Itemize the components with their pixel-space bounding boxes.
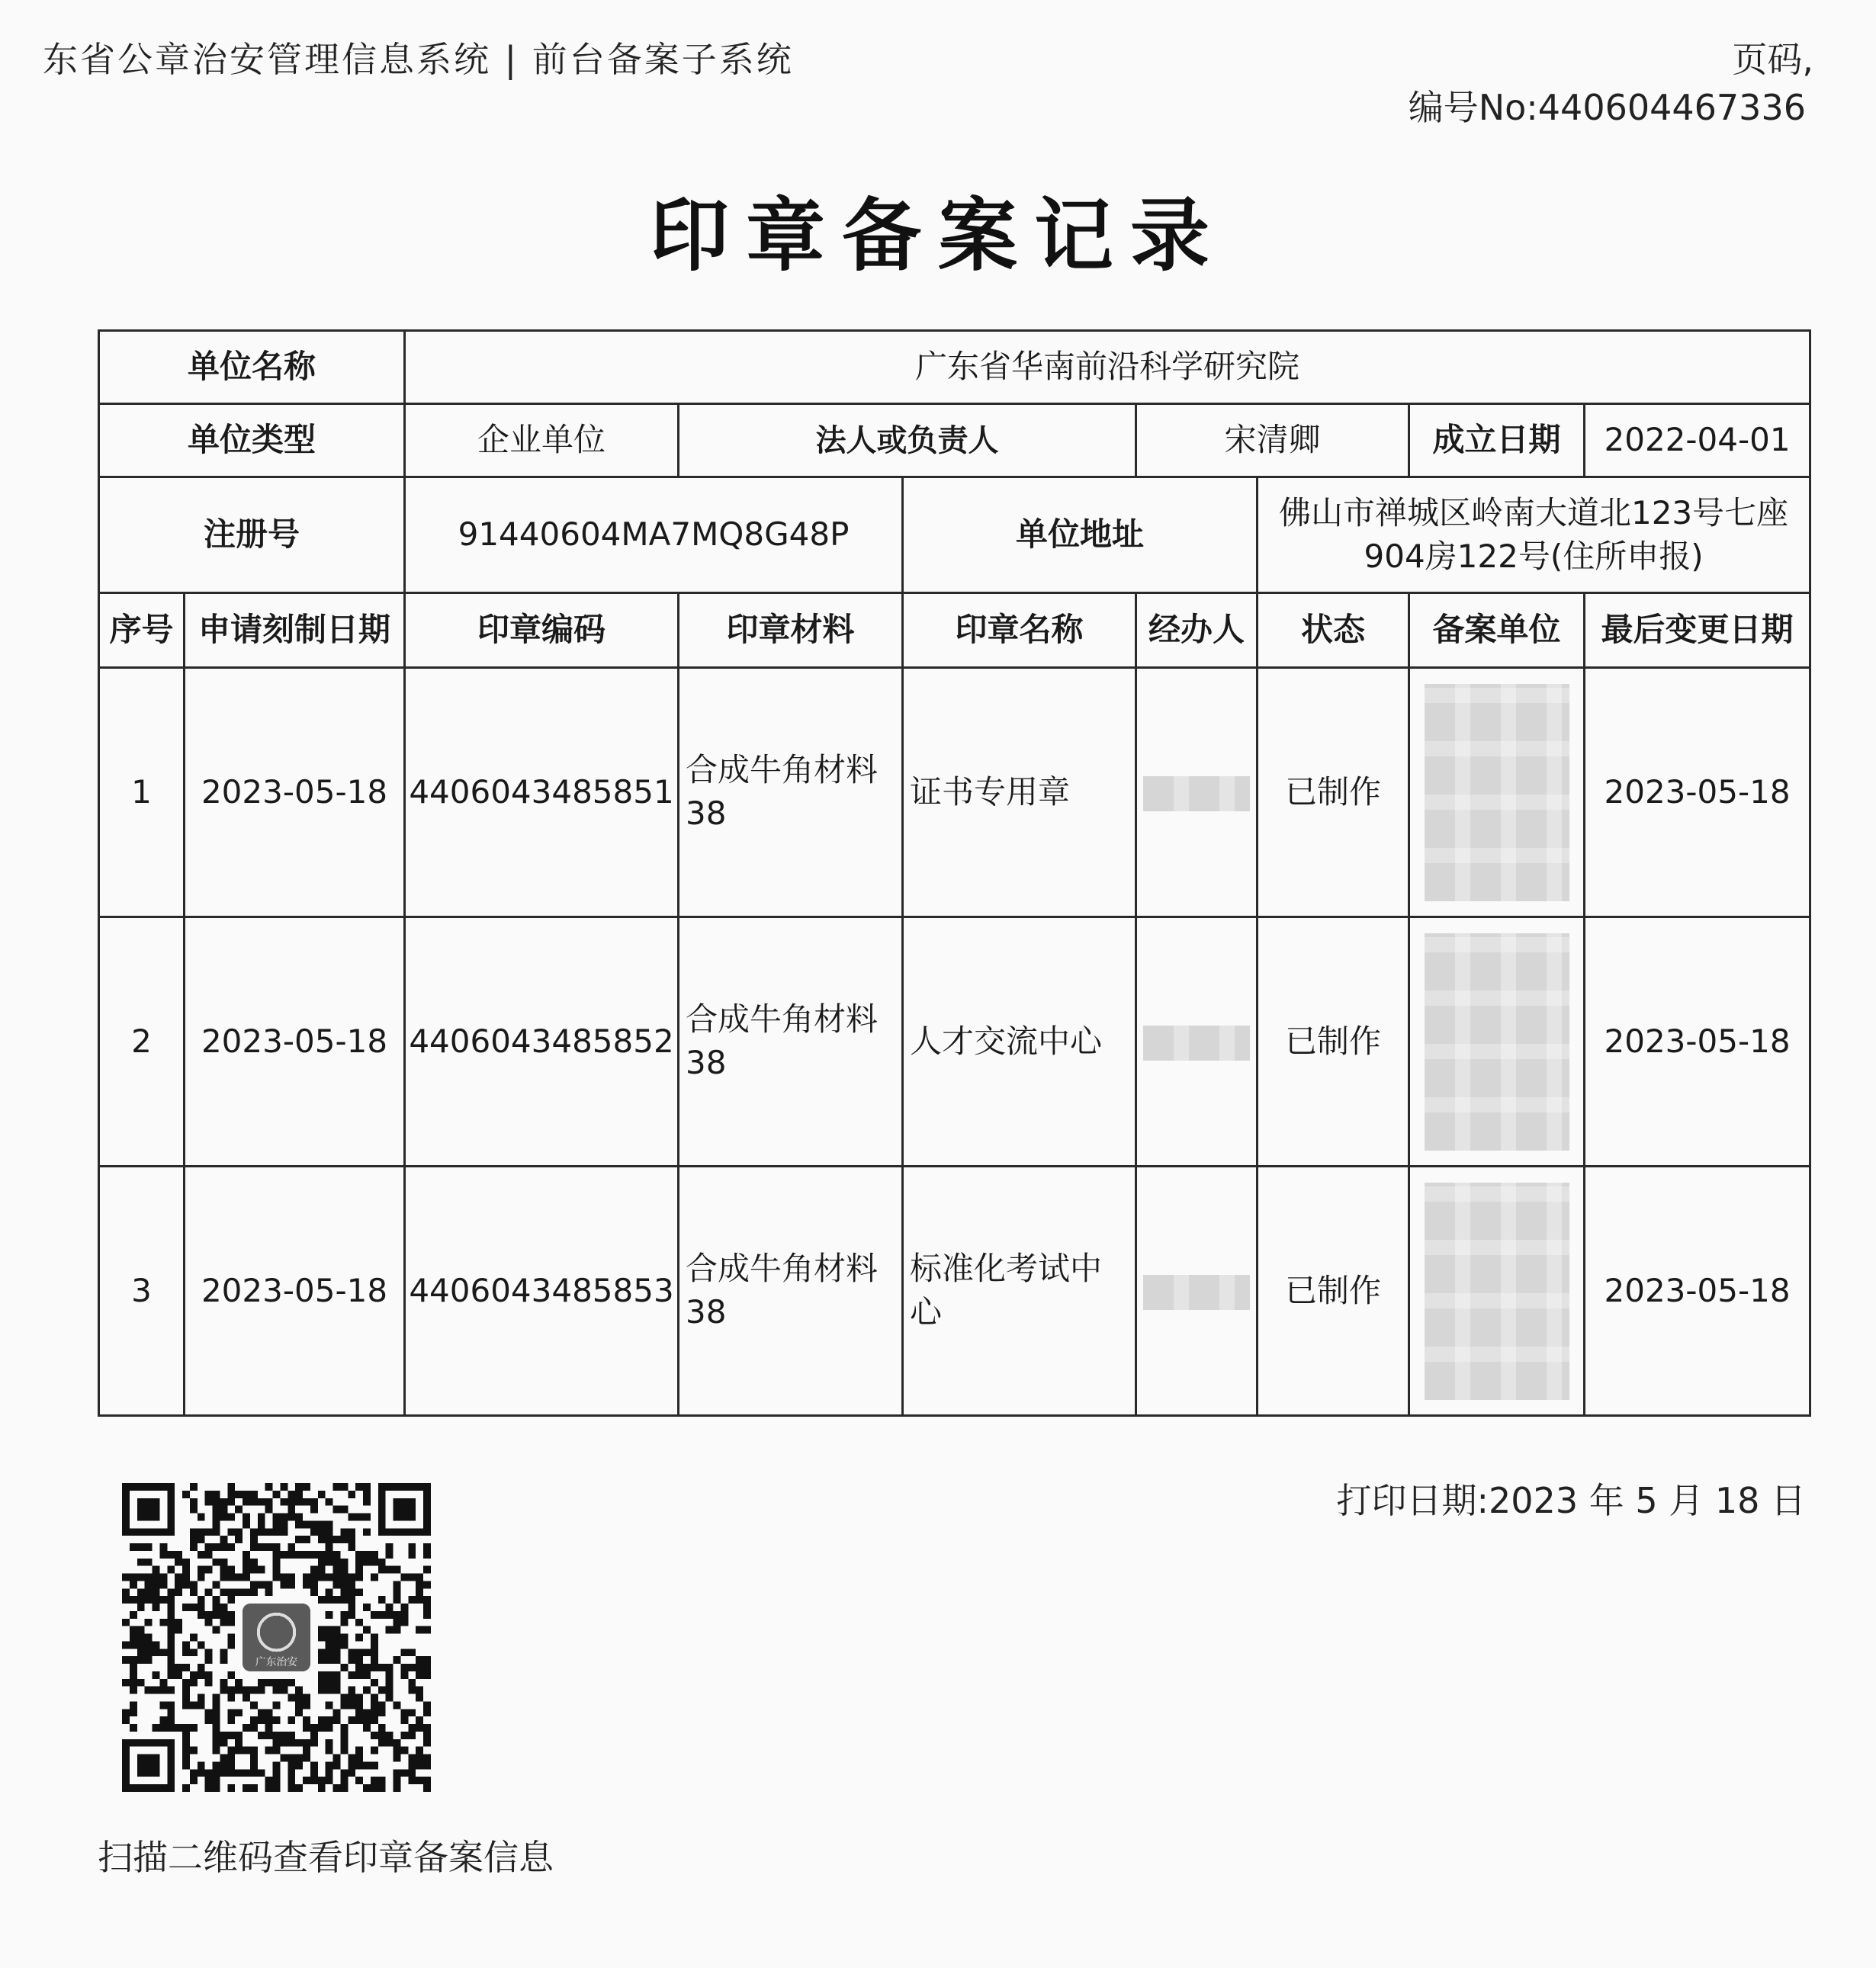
handler-redacted: [1136, 917, 1258, 1167]
seal-name: 标准化考试中心: [903, 1167, 1136, 1416]
redaction-mosaic: [1143, 776, 1250, 811]
seal-name: 证书专用章: [903, 668, 1136, 917]
apply-date: 2023-05-18: [185, 917, 405, 1167]
filing-unit-redacted: [1409, 1167, 1585, 1416]
established-date-label: 成立日期: [1409, 404, 1585, 477]
last-change-date: 2023-05-18: [1585, 1167, 1810, 1416]
column-header: 印章材料: [679, 593, 903, 668]
qr-finder-top-left: [122, 1483, 175, 1536]
registration-row: [99, 477, 1810, 593]
seal-material: 合成牛角材料38: [679, 1167, 903, 1416]
seal-status: 已制作: [1258, 1167, 1409, 1416]
unit-type-row: [99, 404, 1810, 477]
registration-label: 注册号: [99, 477, 405, 593]
seal-material: 合成牛角材料38: [679, 917, 903, 1167]
table-row: [99, 668, 1810, 917]
qr-code[interactable]: [122, 1483, 431, 1792]
qr-caption: 扫描二维码查看印章备案信息: [98, 1837, 554, 1878]
redaction-mosaic: [1425, 684, 1569, 901]
seal-name: 人才交流中心: [903, 917, 1136, 1167]
column-header-row: [99, 593, 1810, 668]
apply-date: 2023-05-18: [185, 668, 405, 917]
last-change-date: 2023-05-18: [1585, 917, 1810, 1167]
registration-value: 91440604MA7MQ8G48P: [405, 477, 903, 593]
seal-code: 4406043485853: [405, 1167, 679, 1416]
column-header: 申请刻制日期: [185, 593, 405, 668]
seal-status: 已制作: [1258, 668, 1409, 917]
handler-redacted: [1136, 1167, 1258, 1416]
filing-unit-redacted: [1409, 668, 1585, 917]
column-header: 印章编码: [405, 593, 679, 668]
last-change-date: 2023-05-18: [1585, 668, 1810, 917]
document-number: 编号No:440604467336: [1408, 87, 1806, 128]
address-value: 佛山市禅城区岭南大道北123号七座904房122号(住所申报): [1258, 477, 1810, 593]
row-number: 3: [99, 1167, 185, 1416]
qr-finder-bottom-left: [122, 1739, 175, 1792]
police-badge-logo: [239, 1600, 314, 1675]
column-header: 备案单位: [1409, 593, 1585, 668]
unit-type-label: 单位类型: [99, 404, 405, 477]
seal-code: 4406043485852: [405, 917, 679, 1167]
unit-type-value: 企业单位: [405, 404, 679, 477]
print-date: 打印日期:2023 年 5 月 18 日: [1336, 1480, 1806, 1521]
seal-code: 4406043485851: [405, 668, 679, 917]
filing-unit-redacted: [1409, 917, 1585, 1167]
document-title: 印章备案记录: [649, 189, 1226, 282]
column-header: 状态: [1258, 593, 1409, 668]
page-number-label: 页码,: [1732, 39, 1813, 80]
legal-person-label: 法人或负责人: [679, 404, 1136, 477]
unit-name-label: 单位名称: [99, 331, 405, 404]
column-header: 序号: [99, 593, 185, 668]
redaction-mosaic: [1143, 1026, 1250, 1061]
redaction-mosaic: [1143, 1275, 1250, 1310]
column-header: 经办人: [1136, 593, 1258, 668]
seal-status: 已制作: [1258, 917, 1409, 1167]
redaction-mosaic: [1425, 1183, 1569, 1400]
unit-name-row: [99, 331, 1810, 404]
address-label: 单位地址: [903, 477, 1258, 593]
column-header: 印章名称: [903, 593, 1136, 668]
apply-date: 2023-05-18: [185, 1167, 405, 1416]
legal-person-value: 宋清卿: [1136, 404, 1409, 477]
system-name: 东省公章治安管理信息系统 | 前台备案子系统: [43, 39, 794, 80]
handler-redacted: [1136, 668, 1258, 917]
table-row: [99, 1167, 1810, 1416]
redaction-mosaic: [1425, 933, 1569, 1151]
table-row: [99, 917, 1810, 1167]
qr-logo-text: 广东治安: [255, 1656, 298, 1669]
column-header: 最后变更日期: [1585, 593, 1810, 668]
seal-record-table: [98, 329, 1811, 1417]
established-date-value: 2022-04-01: [1585, 404, 1810, 477]
unit-name-value: 广东省华南前沿科学研究院: [405, 331, 1810, 404]
seal-material: 合成牛角材料38: [679, 668, 903, 917]
qr-finder-top-right: [378, 1483, 431, 1536]
row-number: 1: [99, 668, 185, 917]
row-number: 2: [99, 917, 185, 1167]
